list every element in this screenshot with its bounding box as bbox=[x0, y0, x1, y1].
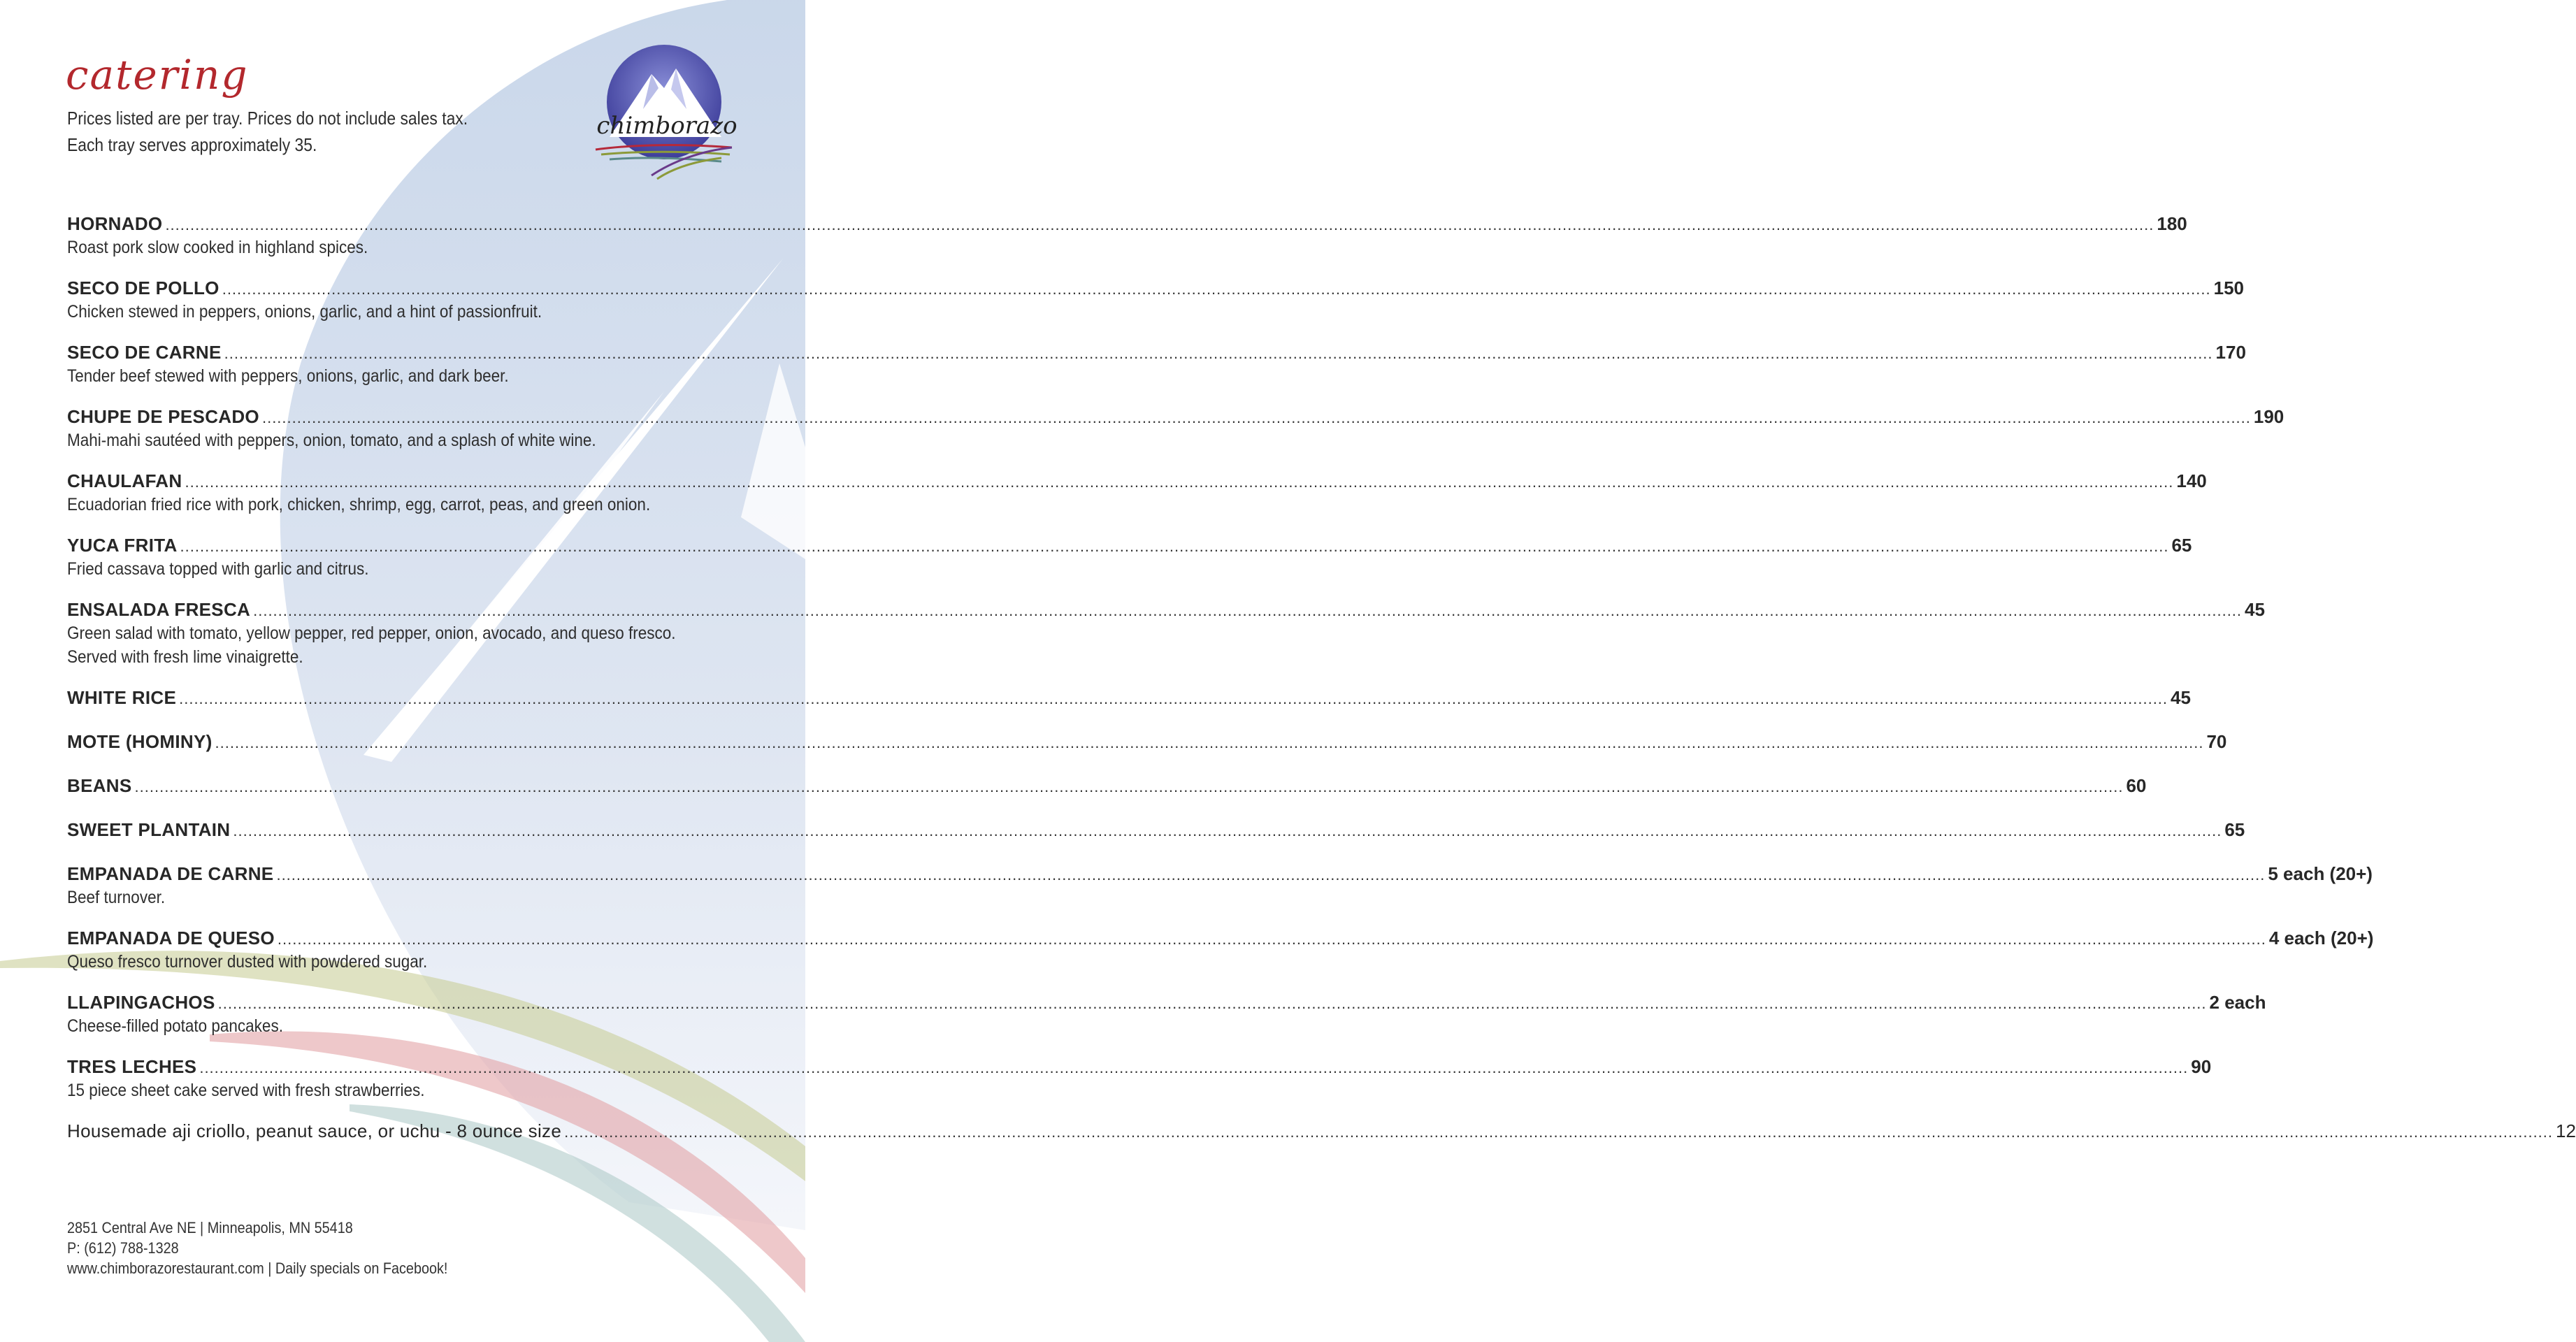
dot-leader: ................................................................................................................................................................................................................................................................................................................................................................................................................ bbox=[277, 930, 2266, 948]
menu-item-row bbox=[67, 1056, 2212, 1078]
dot-leader: ................................................................................................................................................................................................................................................................................................................................................................................................................ bbox=[564, 1123, 2554, 1141]
logo-text: chimborazo bbox=[596, 112, 737, 140]
menu-item bbox=[67, 819, 2245, 842]
dot-leader: ................................................................................................................................................................................................................................................................................................................................................................................................................ bbox=[134, 778, 2124, 795]
dot-leader: ................................................................................................................................................................................................................................................................................................................................................................................................................ bbox=[215, 734, 2204, 751]
menu-item-description: 15 piece sheet cake served with fresh strawberries. bbox=[67, 1081, 425, 1100]
menu-item-row bbox=[67, 928, 2374, 950]
menu-item bbox=[67, 277, 2245, 324]
menu-item-name: WHITE RICE bbox=[67, 687, 177, 708]
menu-item-row bbox=[67, 535, 2192, 557]
dot-leader: ................................................................................................................................................................................................................................................................................................................................................................................................................ bbox=[253, 602, 2243, 619]
dot-leader: ................................................................................................................................................................................................................................................................................................................................................................................................................ bbox=[222, 280, 2211, 298]
menu-item bbox=[67, 1056, 2212, 1102]
menu-item-price: 60 bbox=[2126, 775, 2147, 796]
dot-leader: ................................................................................................................................................................................................................................................................................................................................................................................................................ bbox=[224, 345, 2213, 362]
menu-item-description: Queso fresco turnover dusted with powdered sugar. bbox=[67, 952, 428, 972]
menu-item-description: Cheese-filled potato pancakes. bbox=[67, 1016, 283, 1036]
menu-item-price: 70 bbox=[2206, 731, 2227, 752]
menu-item bbox=[67, 928, 2374, 974]
sauce-name: Housemade aji criollo, peanut sauce, or uchu - 8 ounce size bbox=[67, 1120, 562, 1141]
menu-item-row bbox=[67, 687, 2191, 709]
menu-item-price: 190 bbox=[2253, 406, 2284, 427]
menu-item-price: 45 bbox=[2245, 599, 2265, 620]
menu-item-name: YUCA FRITA bbox=[67, 535, 178, 556]
menu-item-description: Served with fresh lime vinaigrette. bbox=[67, 647, 303, 667]
menu-item-name: LLAPINGACHOS bbox=[67, 992, 215, 1013]
menu-item bbox=[67, 687, 2191, 709]
menu-item-description: Fried cassava topped with garlic and citrus. bbox=[67, 559, 369, 579]
menu-item-row bbox=[67, 863, 2373, 886]
menu-item-price: 170 bbox=[2215, 342, 2246, 363]
dot-leader: ................................................................................................................................................................................................................................................................................................................................................................................................................ bbox=[233, 822, 2222, 839]
sauce-price: 12 bbox=[2556, 1120, 2576, 1141]
menu-item-row bbox=[67, 599, 2265, 621]
menu-item bbox=[67, 535, 2192, 581]
footer bbox=[67, 1218, 447, 1278]
mountain-logo-icon bbox=[582, 46, 749, 193]
menu-item-price: 5 each (20+) bbox=[2268, 863, 2373, 884]
intro-line: Prices listed are per tray. Prices do not include sales tax. bbox=[67, 108, 468, 129]
menu-item-row bbox=[67, 819, 2245, 842]
dot-leader: ................................................................................................................................................................................................................................................................................................................................................................................................................ bbox=[185, 473, 2174, 491]
menu-item bbox=[67, 599, 2265, 669]
menu-item-price: 4 each (20+) bbox=[2268, 928, 2374, 948]
menu-item-price: 65 bbox=[2171, 535, 2192, 556]
menu-item-name: SWEET PLANTAIN bbox=[67, 819, 231, 840]
dot-leader: ................................................................................................................................................................................................................................................................................................................................................................................................................ bbox=[199, 1059, 2189, 1076]
dot-leader: ................................................................................................................................................................................................................................................................................................................................................................................................................ bbox=[217, 995, 2207, 1012]
menu-item-row bbox=[67, 213, 2187, 236]
menu-item-name: MOTE (HOMINY) bbox=[67, 731, 213, 752]
menu-item-name: SECO DE POLLO bbox=[67, 277, 220, 298]
menu-item-price: 180 bbox=[2157, 213, 2187, 234]
menu-item bbox=[67, 342, 2246, 388]
menu-item-name: ENSALADA FRESCA bbox=[67, 599, 251, 620]
sauce-item bbox=[67, 1120, 2576, 1143]
sauce-row bbox=[67, 1120, 2576, 1143]
menu-item bbox=[67, 775, 2147, 798]
footer-phone: P: (612) 788-1328 bbox=[67, 1239, 179, 1257]
menu-item-row bbox=[67, 277, 2245, 300]
dot-leader: ................................................................................................................................................................................................................................................................................................................................................................................................................ bbox=[165, 216, 2154, 233]
menu-item-name: EMPANADA DE CARNE bbox=[67, 863, 274, 884]
intro-text bbox=[67, 105, 468, 158]
menu-item-name: HORNADO bbox=[67, 213, 163, 234]
menu-item-row bbox=[67, 775, 2147, 798]
menu-item-price: 140 bbox=[2176, 470, 2207, 491]
menu-list bbox=[67, 213, 2576, 1161]
menu-item-description: Mahi-mahi sautéed with peppers, onion, tomato, and a splash of white wine. bbox=[67, 431, 596, 450]
menu-item-description: Green salad with tomato, yellow pepper, red pepper, onion, avocado, and queso fresco. bbox=[67, 623, 676, 643]
intro-line: Each tray serves approximately 35. bbox=[67, 134, 317, 155]
menu-item-price: 65 bbox=[2224, 819, 2245, 840]
menu-item bbox=[67, 863, 2373, 909]
menu-item-description: Tender beef stewed with peppers, onions, garlic, and dark beer. bbox=[67, 366, 509, 386]
dot-leader: ................................................................................................................................................................................................................................................................................................................................................................................................................ bbox=[261, 409, 2251, 426]
dot-leader: ................................................................................................................................................................................................................................................................................................................................................................................................................ bbox=[180, 537, 2169, 555]
menu-item-name: TRES LECHES bbox=[67, 1056, 197, 1077]
menu-item-price: 2 each bbox=[2209, 992, 2266, 1013]
menu-item-row bbox=[67, 731, 2227, 753]
menu-item-description: Roast pork slow cooked in highland spices. bbox=[67, 238, 368, 257]
menu-item-name: BEANS bbox=[67, 775, 132, 796]
menu-item-description: Beef turnover. bbox=[67, 888, 166, 907]
menu-item bbox=[67, 470, 2207, 517]
menu-item-row bbox=[67, 470, 2207, 493]
menu-item bbox=[67, 992, 2266, 1038]
menu-item bbox=[67, 213, 2187, 259]
dot-leader: ................................................................................................................................................................................................................................................................................................................................................................................................................ bbox=[276, 866, 2266, 883]
footer-web: www.chimborazorestaurant.com | Daily specials on Facebook! bbox=[67, 1260, 448, 1277]
menu-item-description: Chicken stewed in peppers, onions, garlic, and a hint of passionfruit. bbox=[67, 302, 542, 322]
menu-item-name: CHAULAFAN bbox=[67, 470, 182, 491]
menu-item-row bbox=[67, 992, 2266, 1014]
menu-item-price: 150 bbox=[2213, 277, 2245, 298]
menu-item-row bbox=[67, 342, 2246, 364]
menu-item bbox=[67, 406, 2284, 452]
footer-address: 2851 Central Ave NE | Minneapolis, MN 55418 bbox=[67, 1219, 353, 1236]
menu-item-name: CHUPE DE PESCADO bbox=[67, 406, 259, 427]
menu-item-name: SECO DE CARNE bbox=[67, 342, 222, 363]
menu-item bbox=[67, 731, 2227, 753]
menu-item-name: EMPANADA DE QUESO bbox=[67, 928, 275, 948]
menu-item-price: 90 bbox=[2191, 1056, 2212, 1077]
menu-item-price: 45 bbox=[2171, 687, 2191, 708]
menu-item-row bbox=[67, 406, 2284, 428]
menu-item-description: Ecuadorian fried rice with pork, chicken, shrimp, egg, carrot, peas, and green onion. bbox=[67, 495, 651, 514]
page-title: catering bbox=[66, 51, 249, 99]
dot-leader: ................................................................................................................................................................................................................................................................................................................................................................................................................ bbox=[179, 690, 2168, 707]
